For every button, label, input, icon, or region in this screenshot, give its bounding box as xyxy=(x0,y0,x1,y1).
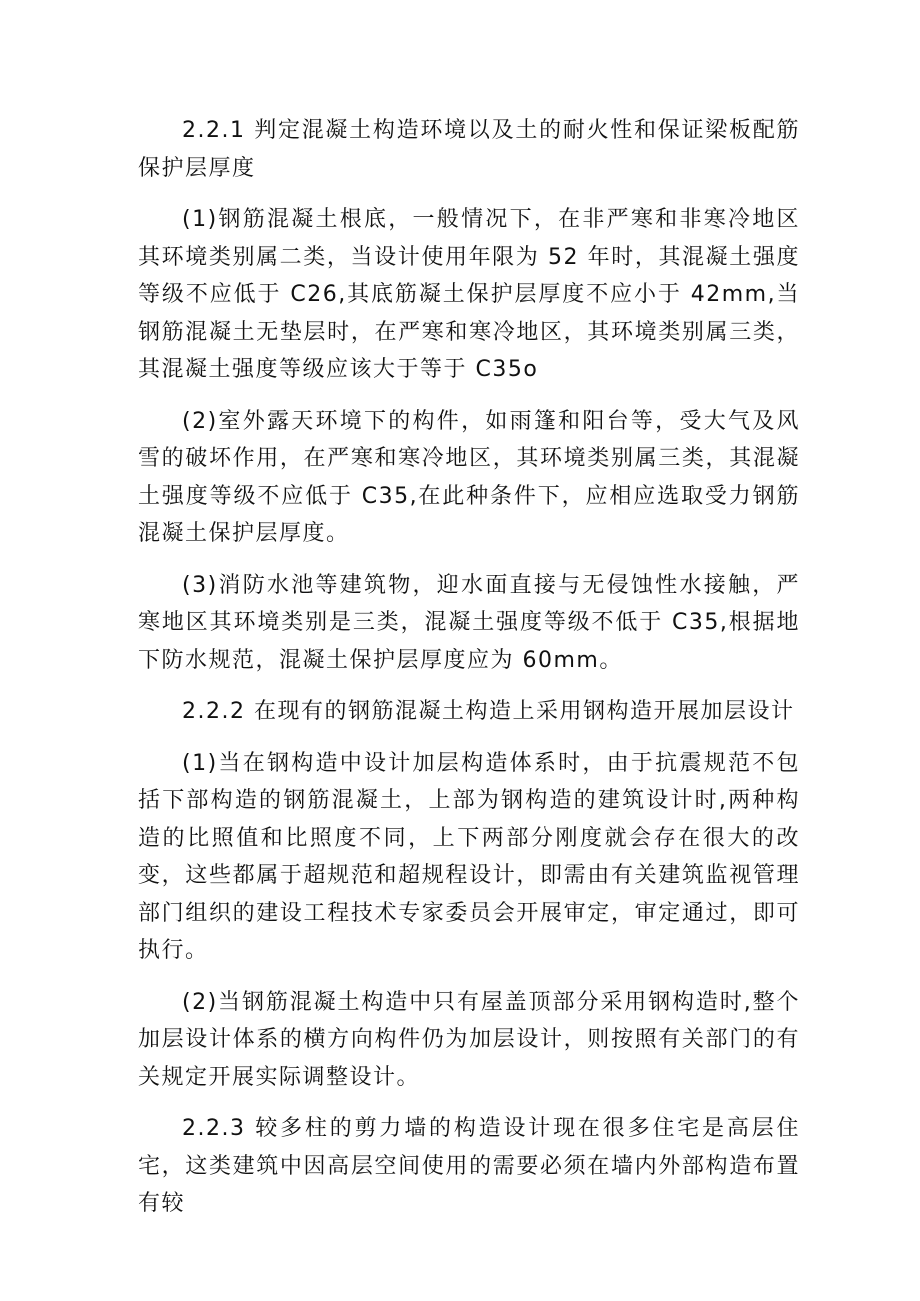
paragraph-item-1b: (1)当在钢构造中设计加层构造体系时，由于抗震规范不包括下部构造的钢筋混凝土，上部为钢构造的建筑设计时,两种构造的比照值和比照度不同，上下两部分刚度就会存在很大的改变，这些都属于超规范和超规程设计，即需由有关建筑监视管理部门组织的建设工程技术专家委员会开展审定，审定通过，即可执行。 xyxy=(138,750,800,963)
paragraph-item-2: (2)室外露天环境下的构件，如雨篷和阳台等，受大气及风雪的破坏作用，在严寒和寒冷地区，其环境类别属三类，其混凝土强度等级不应低于 C35,在此种条件下，应相应选取受力钢筋混凝土保护层厚度。 xyxy=(138,408,800,546)
paragraph-item-2b: (2)当钢筋混凝土构造中只有屋盖顶部分采用钢构造时,整个加层设计体系的横方向构件仍为加层设计，则按照有关部门的有关规定开展实际调整设计。 xyxy=(138,989,800,1090)
document-body xyxy=(138,112,800,1237)
paragraph-item-1: (1)钢筋混凝土根底，一般情况下，在非严寒和非寒冷地区其环境类别属二类，当设计使用年限为 52 年时，其混凝土强度等级不应低于 C26,其底筋凝土保护层厚度不应小于 42mm,当钢筋混凝土无垫层时，在严寒和寒冷地区，其环境类别属三类，其混凝土强度等级应该大于等于 C35o xyxy=(138,207,800,382)
section-heading-2-2-1: 2.2.1 判定混凝土构造环境以及土的耐火性和保证梁板配筋保护层厚度 xyxy=(138,118,800,181)
paragraph-item-3: (3)消防水池等建筑物，迎水面直接与无侵蚀性水接触，严寒地区其环境类别是三类，混凝土强度等级不低于 C35,根据地下防水规范，混凝土保护层厚度应为 60mm。 xyxy=(138,572,800,673)
section-heading-2-2-3: 2.2.3 较多柱的剪力墙的构造设计现在很多住宅是高层住宅，这类建筑中因高层空间使用的需要必须在墙内外部构造布置有较 xyxy=(138,1116,800,1216)
section-heading-2-2-2: 2.2.2 在现有的钢筋混凝土构造上采用钢构造开展加层设计 xyxy=(182,699,795,724)
